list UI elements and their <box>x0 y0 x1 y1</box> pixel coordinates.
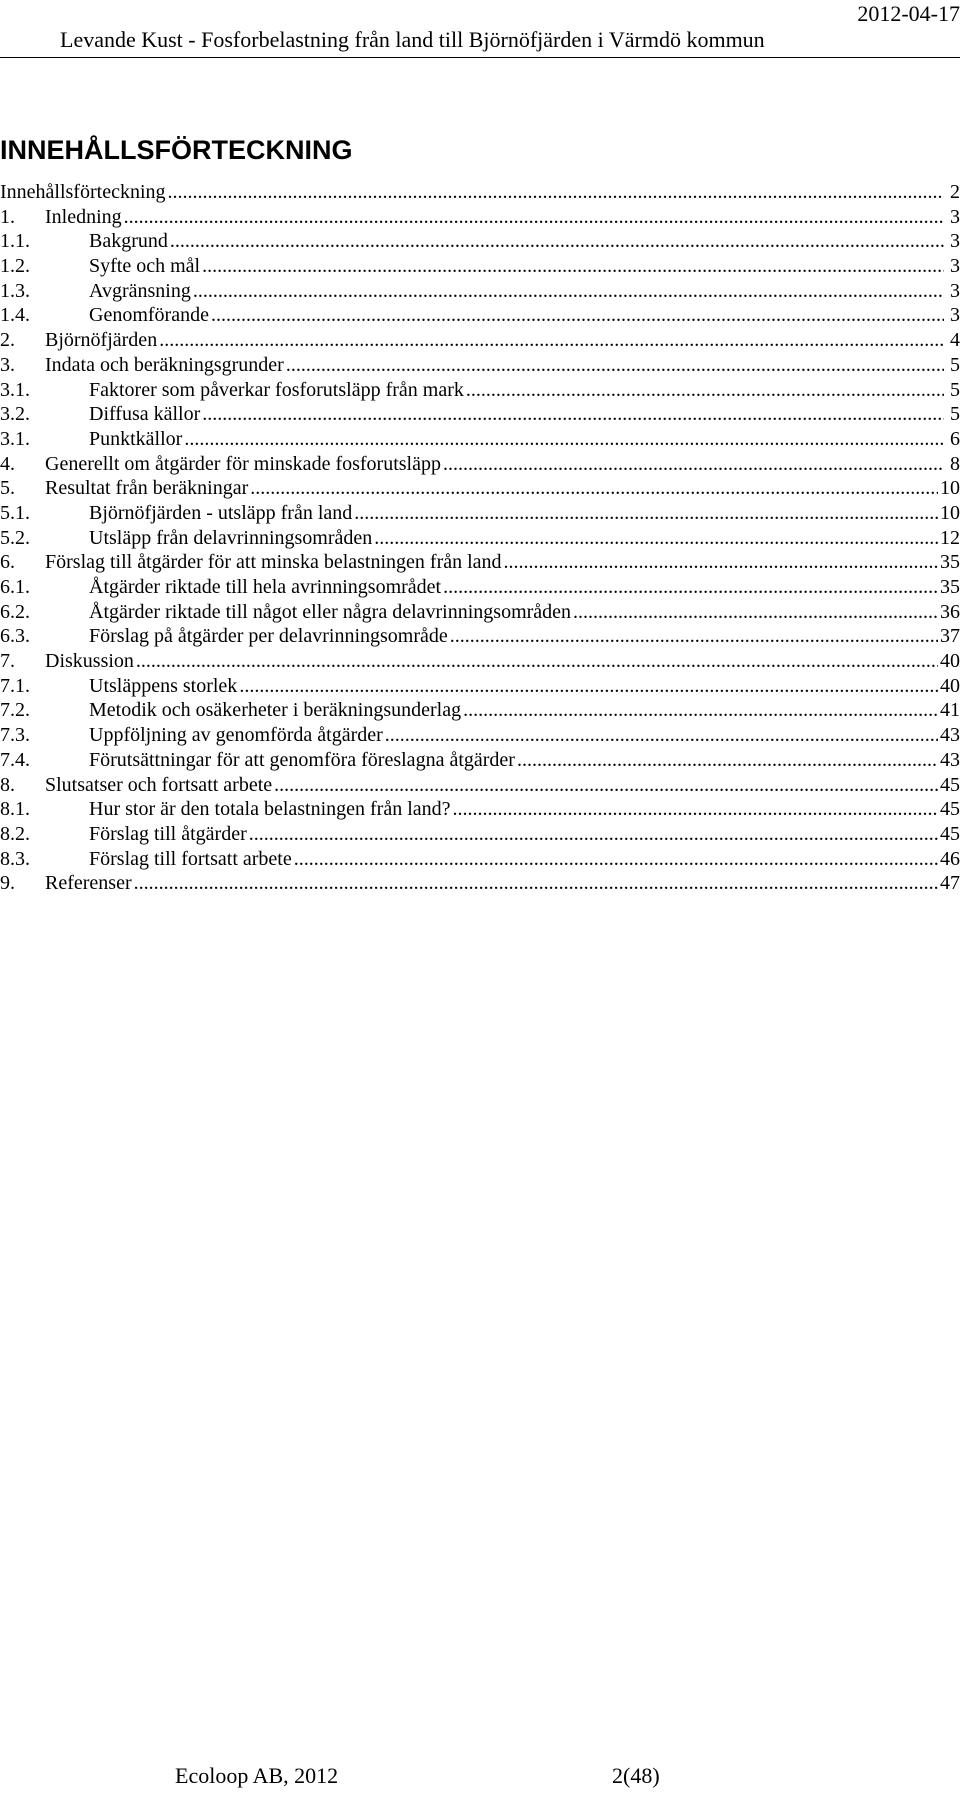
toc-entry[interactable] <box>0 698 960 723</box>
toc-entry[interactable] <box>0 427 960 452</box>
toc-entry[interactable] <box>0 205 960 230</box>
toc-entry-title: Slutsatser och fortsatt arbete <box>45 773 273 796</box>
toc-entry-page: 6 <box>950 427 960 450</box>
toc-entry[interactable] <box>0 180 960 205</box>
toc-entry-title: Resultat från beräkningar <box>45 477 249 500</box>
toc-dot-leader <box>294 847 938 872</box>
toc-entry-number: 6.1. <box>0 576 30 598</box>
header-date: 2012-04-17 <box>857 1 960 26</box>
toc-entry-page: 45 <box>940 798 960 821</box>
toc-dot-leader <box>202 402 944 427</box>
toc-entry[interactable] <box>0 575 960 600</box>
footer-company: Ecoloop AB, 2012 <box>175 1763 339 1788</box>
toc-entry-page: 3 <box>950 230 960 253</box>
toc-dot-leader <box>463 698 938 723</box>
toc-entry[interactable] <box>0 501 960 526</box>
toc-dot-leader <box>170 229 944 254</box>
toc-entry-title: Åtgärder riktade till hela avrinningsområdet <box>89 576 442 598</box>
toc-entry-title: Genomförande <box>89 304 209 327</box>
toc-entry-title: Förutsättningar för att genomföra föreslagna åtgärder <box>89 748 515 771</box>
toc-entry-number: 7.2. <box>0 699 30 722</box>
toc-entry-page: 35 <box>940 576 960 598</box>
toc-entry-page: 36 <box>940 600 960 623</box>
toc-dot-leader <box>374 526 938 551</box>
toc-entry-number: 7.3. <box>0 724 30 747</box>
toc-entry-page: 3 <box>950 279 960 302</box>
toc-entry-number: 6.3. <box>0 625 30 648</box>
toc-dot-leader <box>159 328 944 353</box>
table-of-contents <box>0 180 960 896</box>
toc-entry-title: Utsläpp från delavrinningsområden <box>89 526 373 549</box>
toc-dot-leader <box>249 822 938 847</box>
toc-dot-leader <box>573 600 938 625</box>
toc-entry-page: 3 <box>950 304 960 327</box>
toc-entry[interactable] <box>0 822 960 847</box>
toc-entry-page: 35 <box>940 551 960 574</box>
toc-entry-number: 4. <box>0 452 15 475</box>
toc-entry[interactable] <box>0 476 960 501</box>
toc-entry-title: Generellt om åtgärder för minskade fosforutsläpp <box>45 452 441 475</box>
toc-dot-leader <box>239 674 938 699</box>
toc-entry-page: 46 <box>940 847 960 870</box>
toc-entry-number: 5. <box>0 477 15 500</box>
toc-entry-title: Hur stor är den totala belastningen från land? <box>89 798 451 821</box>
toc-entry-page: 2 <box>950 181 960 203</box>
toc-dot-leader <box>136 649 938 674</box>
toc-entry[interactable] <box>0 550 960 575</box>
toc-dot-leader <box>286 353 944 378</box>
toc-entry-number: 9. <box>0 872 15 895</box>
toc-dot-leader <box>124 205 944 230</box>
toc-entry-number: 2. <box>0 329 15 352</box>
toc-heading: INNEHÅLLSFÖRTECKNING <box>0 135 353 165</box>
toc-entry-number: 3.1. <box>0 378 30 401</box>
toc-entry-title: Syfte och mål <box>89 255 201 278</box>
toc-entry-title: Utsläppens storlek <box>89 674 238 697</box>
toc-entry[interactable] <box>0 353 960 378</box>
toc-entry-title: Avgränsning <box>89 279 191 302</box>
toc-dot-leader <box>466 378 944 403</box>
toc-entry-number: 1.3. <box>0 279 30 302</box>
toc-entry-title: Åtgärder riktade till något eller några delavrinningsområden <box>89 600 572 623</box>
toc-entry-page: 43 <box>940 724 960 747</box>
toc-entry-title: Björnöfjärden <box>45 329 158 352</box>
toc-entry-title: Referenser <box>45 872 132 895</box>
toc-entry-page: 5 <box>950 378 960 401</box>
toc-entry-title: Förslag till åtgärder för att minska belastningen från land <box>45 551 502 574</box>
toc-dot-leader <box>517 748 938 773</box>
toc-entry-number: 1.2. <box>0 255 30 278</box>
toc-dot-leader <box>250 476 938 501</box>
toc-dot-leader <box>443 452 944 477</box>
toc-entry-number: 1.1. <box>0 230 30 253</box>
toc-dot-leader <box>184 427 944 452</box>
toc-entry[interactable] <box>0 723 960 748</box>
toc-entry-number: 8.3. <box>0 847 30 870</box>
header-divider <box>0 57 960 58</box>
toc-entry-page: 40 <box>940 674 960 697</box>
toc-dot-leader <box>443 575 938 600</box>
toc-entry[interactable] <box>0 797 960 822</box>
toc-entry-page: 3 <box>950 255 960 278</box>
toc-entry[interactable] <box>0 303 960 328</box>
toc-entry-page: 41 <box>940 699 960 722</box>
toc-entry[interactable] <box>0 279 960 304</box>
toc-dot-leader <box>504 550 938 575</box>
toc-entry-number: 7.4. <box>0 748 30 771</box>
toc-entry-page: 10 <box>940 477 960 500</box>
toc-entry-number: 5.1. <box>0 501 30 524</box>
toc-entry[interactable] <box>0 229 960 254</box>
toc-dot-leader <box>193 279 944 304</box>
toc-entry-title: Metodik och osäkerheter i beräkningsunderlag <box>89 699 462 722</box>
toc-entry-title: Innehållsförteckning <box>0 181 166 203</box>
toc-entry[interactable] <box>0 328 960 353</box>
toc-entry[interactable] <box>0 254 960 279</box>
footer-page-number: 2(48) <box>612 1763 660 1788</box>
toc-entry[interactable] <box>0 871 960 896</box>
toc-entry-page: 40 <box>940 650 960 673</box>
toc-entry[interactable] <box>0 773 960 798</box>
toc-dot-leader <box>134 871 938 896</box>
toc-dot-leader <box>385 723 938 748</box>
toc-entry-title: Indata och beräkningsgrunder <box>45 353 284 376</box>
toc-entry-number: 3. <box>0 353 15 376</box>
document-title: Levande Kust - Fosforbelastning från land till Björnöfjärden i Värmdö kommun <box>60 27 765 52</box>
toc-entry-number: 8. <box>0 773 15 796</box>
toc-entry[interactable] <box>0 452 960 477</box>
toc-entry-title: Förslag till åtgärder <box>89 822 247 845</box>
toc-entry-page: 3 <box>950 205 960 228</box>
toc-entry-title: Diskussion <box>45 650 134 673</box>
toc-entry[interactable] <box>0 600 960 625</box>
toc-entry-page: 8 <box>950 452 960 475</box>
toc-entry-page: 43 <box>940 748 960 771</box>
toc-entry-title: Inledning <box>45 205 122 228</box>
toc-entry-page: 12 <box>940 526 960 549</box>
toc-entry[interactable] <box>0 402 960 427</box>
toc-dot-leader <box>211 303 944 328</box>
toc-entry-number: 8.2. <box>0 822 30 845</box>
toc-entry-number: 6. <box>0 551 15 574</box>
toc-dot-leader <box>274 773 938 798</box>
toc-entry-title: Förslag på åtgärder per delavrinningsområde <box>89 625 448 648</box>
toc-dot-leader <box>453 797 938 822</box>
toc-entry-page: 47 <box>940 872 960 895</box>
toc-entry-title: Björnöfjärden - utsläpp från land <box>89 501 353 524</box>
toc-entry-number: 1. <box>0 205 15 228</box>
toc-entry-page: 4 <box>950 329 960 352</box>
toc-entry[interactable] <box>0 526 960 551</box>
toc-entry-page: 37 <box>940 625 960 648</box>
toc-entry-number: 5.2. <box>0 526 30 549</box>
toc-dot-leader <box>202 254 944 279</box>
toc-entry-page: 45 <box>940 822 960 845</box>
toc-entry-page: 5 <box>950 353 960 376</box>
toc-entry-title: Diffusa källor <box>89 403 201 426</box>
toc-entry[interactable] <box>0 378 960 403</box>
toc-entry-title: Uppföljning av genomförda åtgärder <box>89 724 383 747</box>
toc-dot-leader <box>168 180 945 205</box>
toc-entry-number: 1.4. <box>0 304 30 327</box>
toc-entry-page: 5 <box>950 403 960 426</box>
toc-entry-number: 8.1. <box>0 798 30 821</box>
toc-entry[interactable] <box>0 748 960 773</box>
toc-entry[interactable] <box>0 847 960 872</box>
toc-entry-number: 6.2. <box>0 600 30 623</box>
toc-entry-number: 7. <box>0 650 15 673</box>
toc-entry-title: Faktorer som påverkar fosforutsläpp från mark <box>89 378 464 401</box>
toc-entry[interactable] <box>0 624 960 649</box>
toc-dot-leader <box>450 624 938 649</box>
toc-entry[interactable] <box>0 649 960 674</box>
toc-dot-leader <box>354 501 938 526</box>
toc-entry-number: 3.2. <box>0 403 30 426</box>
toc-entry-page: 45 <box>940 773 960 796</box>
toc-entry-number: 3.1. <box>0 427 30 450</box>
toc-entry-title: Punktkällor <box>89 427 183 450</box>
toc-entry-title: Förslag till fortsatt arbete <box>89 847 292 870</box>
toc-entry-title: Bakgrund <box>89 230 168 253</box>
toc-entry-number: 7.1. <box>0 674 30 697</box>
toc-entry[interactable] <box>0 674 960 699</box>
toc-entry-page: 10 <box>940 501 960 524</box>
